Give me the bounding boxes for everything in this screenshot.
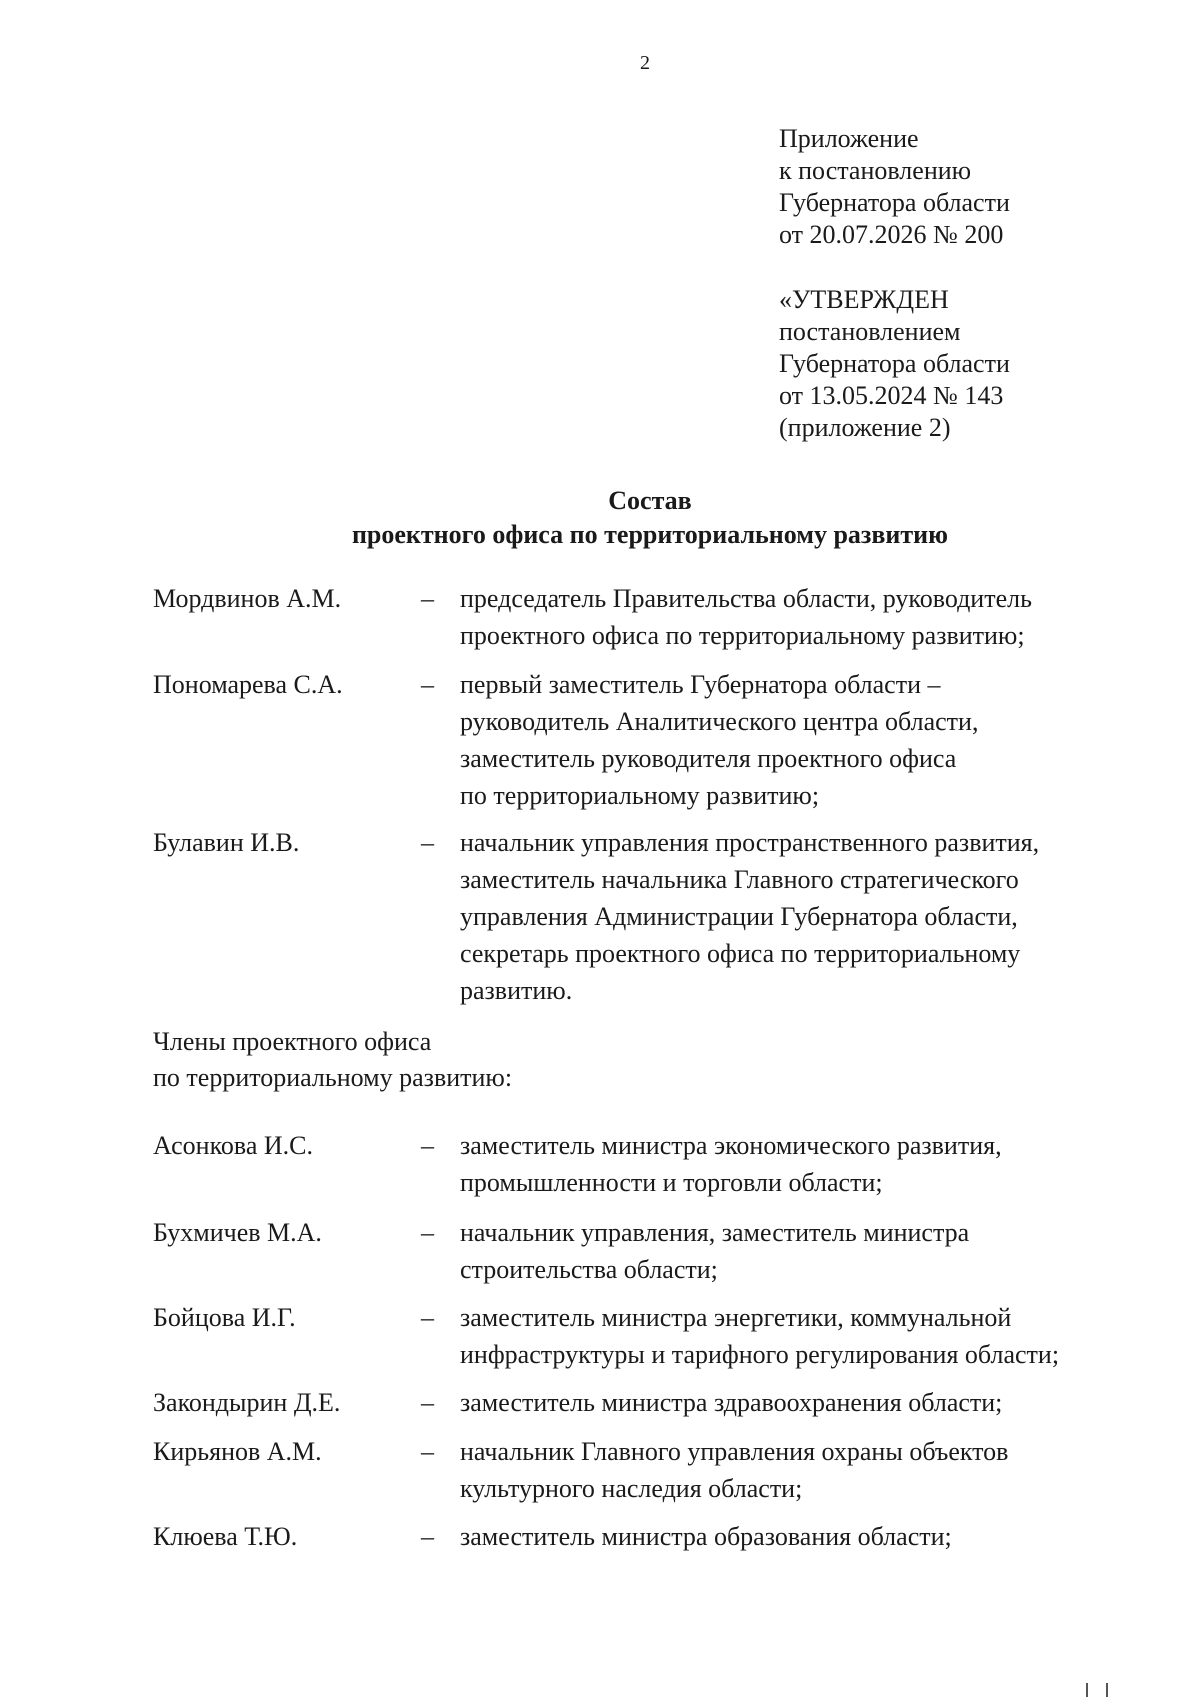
dash-separator: – (421, 584, 434, 613)
position-line: управления Администрации Губернатора области, (460, 902, 1018, 931)
members-heading (153, 1024, 512, 1096)
approved-line: от 13.05.2024 № 143 (779, 381, 1004, 410)
person-name: Бухмичев М.А. (153, 1218, 322, 1247)
approval-stamp-text (779, 284, 1010, 444)
dash-separator: – (421, 1437, 434, 1466)
position-line: развитию. (460, 976, 573, 1005)
position-line: инфраструктуры и тарифного регулирования области; (460, 1340, 1060, 1369)
person-name: Бойцова И.Г. (153, 1303, 296, 1332)
position-line: председатель Правительства области, руководитель (460, 584, 1032, 613)
dash-separator: – (421, 1131, 434, 1160)
person-position (460, 1127, 1140, 1201)
members-heading-line-1: Члены проектного офиса (153, 1027, 432, 1056)
position-line: заместитель министра образования области; (460, 1522, 952, 1551)
appendix-line: Приложение (779, 124, 919, 153)
person-name: Булавин И.В. (153, 828, 300, 857)
position-line: начальник управления пространственного развития, (460, 828, 1040, 857)
dash-separator: – (421, 1522, 434, 1551)
position-line: заместитель руководителя проектного офиса (460, 744, 957, 773)
person-position (460, 824, 1140, 1009)
person-name: Пономарева С.А. (153, 670, 343, 699)
position-line: начальник управления, заместитель министра (460, 1218, 970, 1247)
position-line: промышленности и торговли области; (460, 1168, 883, 1197)
dash-separator: – (421, 1388, 434, 1417)
position-line: первый заместитель Губернатора области – (460, 670, 941, 699)
appendix-header (779, 123, 1010, 251)
person-name: Мордвинов А.М. (153, 584, 342, 613)
members-heading-line-2: по территориальному развитию: (153, 1063, 513, 1092)
title-line-2: проектного офиса по территориальному развитию (351, 520, 949, 549)
person-position (460, 1384, 1140, 1421)
approved-line: постановлением (779, 317, 961, 346)
scan-artifact-mark (1086, 1683, 1088, 1697)
document-title (150, 484, 1150, 552)
position-line: строительства области; (460, 1255, 718, 1284)
approved-line: «УТВЕРЖДЕН (779, 285, 949, 314)
page-number: 2 (640, 52, 650, 74)
position-line: заместитель министра здравоохранения области; (460, 1388, 1003, 1417)
position-line: заместитель министра экономического развития, (460, 1131, 1002, 1160)
scan-artifact-mark (1106, 1683, 1108, 1697)
dash-separator: – (421, 1303, 434, 1332)
person-name: Клюева Т.Ю. (153, 1522, 298, 1551)
position-line: заместитель министра энергетики, коммунальной (460, 1303, 1012, 1332)
person-name: Асонкова И.С. (153, 1131, 313, 1160)
appendix-line: Губернатора области (779, 188, 1010, 217)
position-line: заместитель начальника Главного стратегического (460, 865, 1019, 894)
position-line: секретарь проектного офиса по территориальному (460, 939, 1021, 968)
person-position (460, 1518, 1140, 1555)
person-position (460, 666, 1140, 814)
position-line: культурного наследия области; (460, 1474, 803, 1503)
person-name: Кирьянов А.М. (153, 1437, 322, 1466)
approved-line: (приложение 2) (779, 413, 951, 442)
position-line: руководитель Аналитического центра области, (460, 707, 979, 736)
title-line-1: Состав (608, 486, 692, 515)
person-position (460, 580, 1140, 654)
dash-separator: – (421, 670, 434, 699)
appendix-line: от 20.07.2026 № 200 (779, 220, 1004, 249)
position-line: проектного офиса по территориальному развитию; (460, 621, 1025, 650)
dash-separator: – (421, 828, 434, 857)
approved-line: Губернатора области (779, 349, 1010, 378)
appendix-line: к постановлению (779, 156, 972, 185)
person-position (460, 1214, 1140, 1288)
position-line: по территориальному развитию; (460, 781, 820, 810)
dash-separator: – (421, 1218, 434, 1247)
person-position (460, 1299, 1140, 1373)
person-position (460, 1433, 1140, 1507)
person-name: Закондырин Д.Е. (153, 1388, 341, 1417)
position-line: начальник Главного управления охраны объектов (460, 1437, 1009, 1466)
